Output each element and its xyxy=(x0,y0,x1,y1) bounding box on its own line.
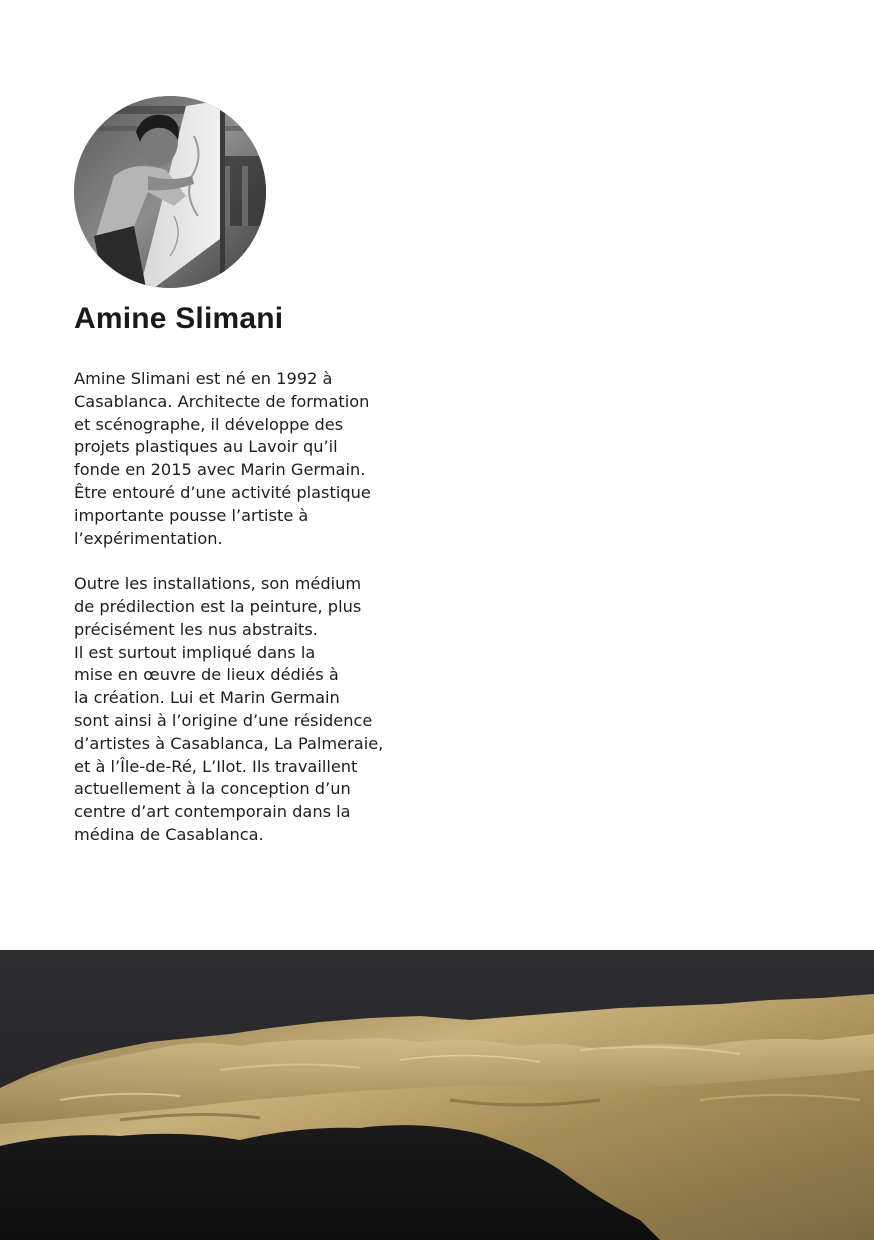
bio-line: importante pousse l’artiste à xyxy=(74,505,309,525)
bio-line: l’expérimentation. xyxy=(74,528,223,548)
bio-line: et scénographe, il développe des xyxy=(74,414,344,434)
bio-line: et à l’Île-de-Ré, L’Ilot. Ils travaillent xyxy=(74,756,358,776)
bio-line: mise en œuvre de lieux dédiés à xyxy=(74,665,339,685)
artist-name: Amine Slimani xyxy=(74,302,284,335)
artist-portrait xyxy=(74,96,266,288)
artist-biography xyxy=(74,368,444,847)
bio-line: d’artistes à Casablanca, La Palmeraie, xyxy=(74,733,384,753)
bio-line: Outre les installations, son médium xyxy=(74,574,362,594)
bio-line: Être entouré d’une activité plastique xyxy=(74,482,371,502)
bio-line: fonde en 2015 avec Marin Germain. xyxy=(74,460,366,480)
bio-paragraph-1 xyxy=(74,368,444,550)
bio-line: de prédilection est la peinture, plus xyxy=(74,596,362,616)
portrait-photo xyxy=(74,96,266,288)
bio-paragraph-2 xyxy=(74,573,444,847)
bio-line: Casablanca. Architecte de formation xyxy=(74,391,370,411)
bio-line: médina de Casablanca. xyxy=(74,824,264,844)
bio-line: Amine Slimani est né en 1992 à xyxy=(74,369,333,388)
bio-line: projets plastiques au Lavoir qu’il xyxy=(74,437,338,457)
bio-line: sont ainsi à l’origine d’une résidence xyxy=(74,710,373,730)
bio-line: centre d’art contemporain dans la xyxy=(74,802,351,822)
bio-line: précisément les nus abstraits. xyxy=(74,619,318,639)
bio-line: actuellement à la conception d’un xyxy=(74,779,351,799)
bio-line: la création. Lui et Marin Germain xyxy=(74,688,340,708)
paragraph-gap xyxy=(74,550,444,573)
bio-line: Il est surtout impliqué dans la xyxy=(74,642,316,662)
gold-leaf-rock-image xyxy=(0,950,874,1240)
gold-sculpture-photo xyxy=(0,950,874,1240)
